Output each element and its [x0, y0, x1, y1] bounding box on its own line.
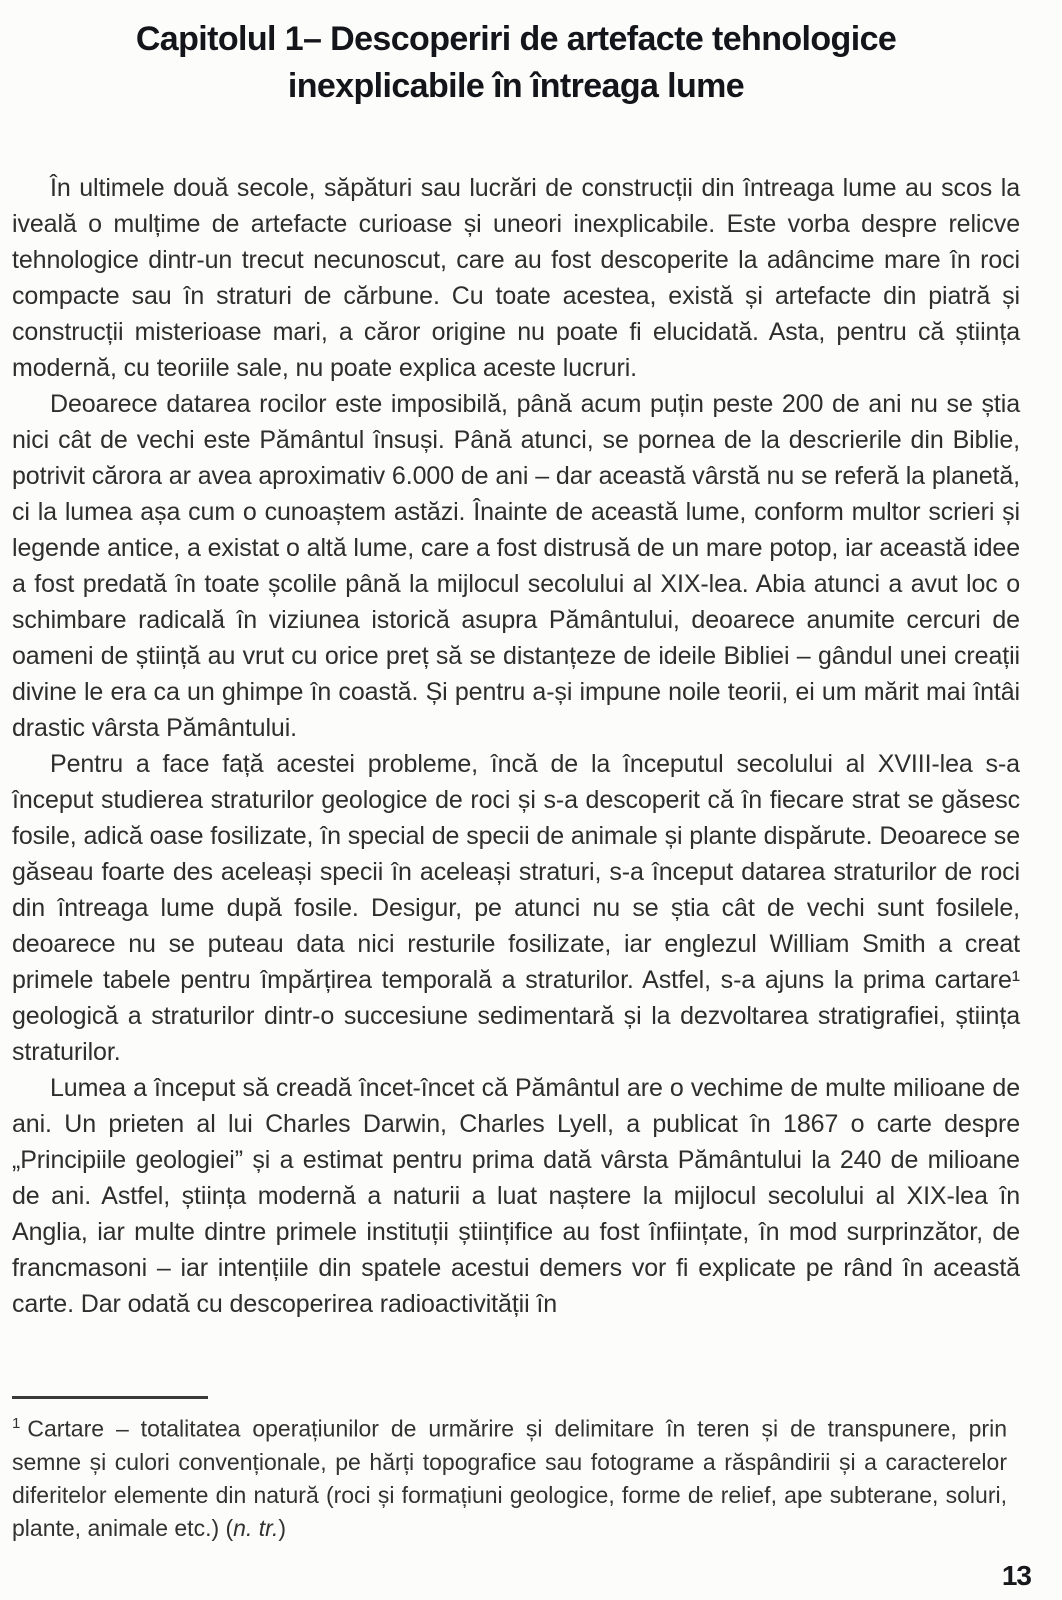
body-paragraph-3: Pentru a face față acestei probleme, încă de la începutul secolului al XVIII-lea s-a început studierea straturilor geologice de roci și s-a descoperit că în fiecare strat se găsesc fosile, adică oase fosilizate, în special de specii de animale și plante dispărute. Deoarece se găseau foarte des aceleași specii în aceleași straturi, s-a început datarea straturilor de roci din întreaga lume după fosile. Desigur, pe atunci nu se știa cât de vechi sunt fosilele, deoarece nu se puteau data nici resturile fosilizate, iar englezul William Smith a creat primele tabele pentru împărțirea temporală a straturilor. Astfel, s-a ajuns la prima cartare¹ geologică a straturilor dintr-o succesiune sedimentară și la dezvoltarea stratigrafiei, știința straturilor. [12, 750, 1020, 1066]
footnote-close-paren: ) [278, 1515, 287, 1541]
chapter-title-line-1: Capitolul 1– Descoperiri de artefacte tehnologice [135, 20, 897, 58]
chapter-title-line-2: inexplicabile în întreaga lume [287, 67, 745, 105]
footnote [12, 1396, 1007, 1545]
chapter-title [12, 14, 1020, 110]
footnote-body: Cartare – totalitatea operațiunilor de urmărire și delimitare în teren și de transpunere, prin semne și culori convenționale, pe hărți topografice sau fotograme a răspândirii și a caracterelor diferitelor elemente din natură (roci și formațiuni geologice, forme de relief, ape subterane, soluri, plante, animale etc.) ( [12, 1416, 1007, 1541]
footnote-separator [12, 1396, 208, 1399]
body-text [12, 170, 1020, 1322]
body-paragraph-2: Deoarece datarea rocilor este imposibilă, până acum puțin peste 200 de ani nu se știa nici cât de vechi este Pământul însuși. Până atunci, se pornea de la descrierile din Biblie, potrivit cărora ar avea aproximativ 6.000 de ani – dar această vârstă nu se referă la planetă, ci la lumea așa cum o cunoaștem astăzi. Înainte de această lume, conform multor scrieri și legende antice, a existat o altă lume, care a fost distrusă de un mare potop, iar această idee a fost predată în toate școlile până la mijlocul secolului al XIX-lea. Abia atunci a avut loc o schimbare radicală în viziunea istorică asupra Pământului, deoarece anumite cercuri de oameni de știință au vrut cu orice preț să se distanțeze de ideile Bibliei – gândul unei creații divine le era ca un ghimpe în coastă. Și pentru a-și impune noile teorii, ei um mărit mai întâi drastic vârsta Pământului. [12, 390, 1020, 742]
page-number: 13 [1001, 1560, 1031, 1591]
footnote-text [12, 1407, 1007, 1545]
footnote-translator-note: n. tr. [233, 1515, 279, 1541]
body-paragraph-1: În ultimele două secole, săpături sau lucrări de construcții din întreaga lume au scos la iveală o mulțime de artefacte curioase și uneori inexplicabile. Este vorba despre relicve tehnologice dintr-un trecut necunoscut, care au fost descoperite la adâncime mare în roci compacte sau în straturi de cărbune. Cu toate acestea, există și artefacte din piatră și construcții misterioase mari, a căror origine nu poate fi elucidată. Asta, pentru că știința modernă, cu teoriile sale, nu poate explica aceste lucruri. [12, 174, 1020, 382]
footnote-marker: 1 [12, 1415, 21, 1433]
body-paragraph-4: Lumea a început să creadă încet-încet că Pământul are o vechime de multe milioane de ani. Un prieten al lui Charles Darwin, Charles Lyell, a publicat în 1867 o carte despre „Principiile geologiei” și a estimat pentru prima dată vârsta Pământului la 240 de milioane de ani. Astfel, știința modernă a naturii a luat naștere la mijlocul secolului al XIX-lea în Anglia, iar multe dintre primele instituții științifice au fost înființate, în mod surprinzător, de francmasoni – iar intențiile din spatele acestui demers vor fi explicate pe rând în această carte. Dar odată cu descoperirea radioactivității în [12, 1074, 1020, 1318]
